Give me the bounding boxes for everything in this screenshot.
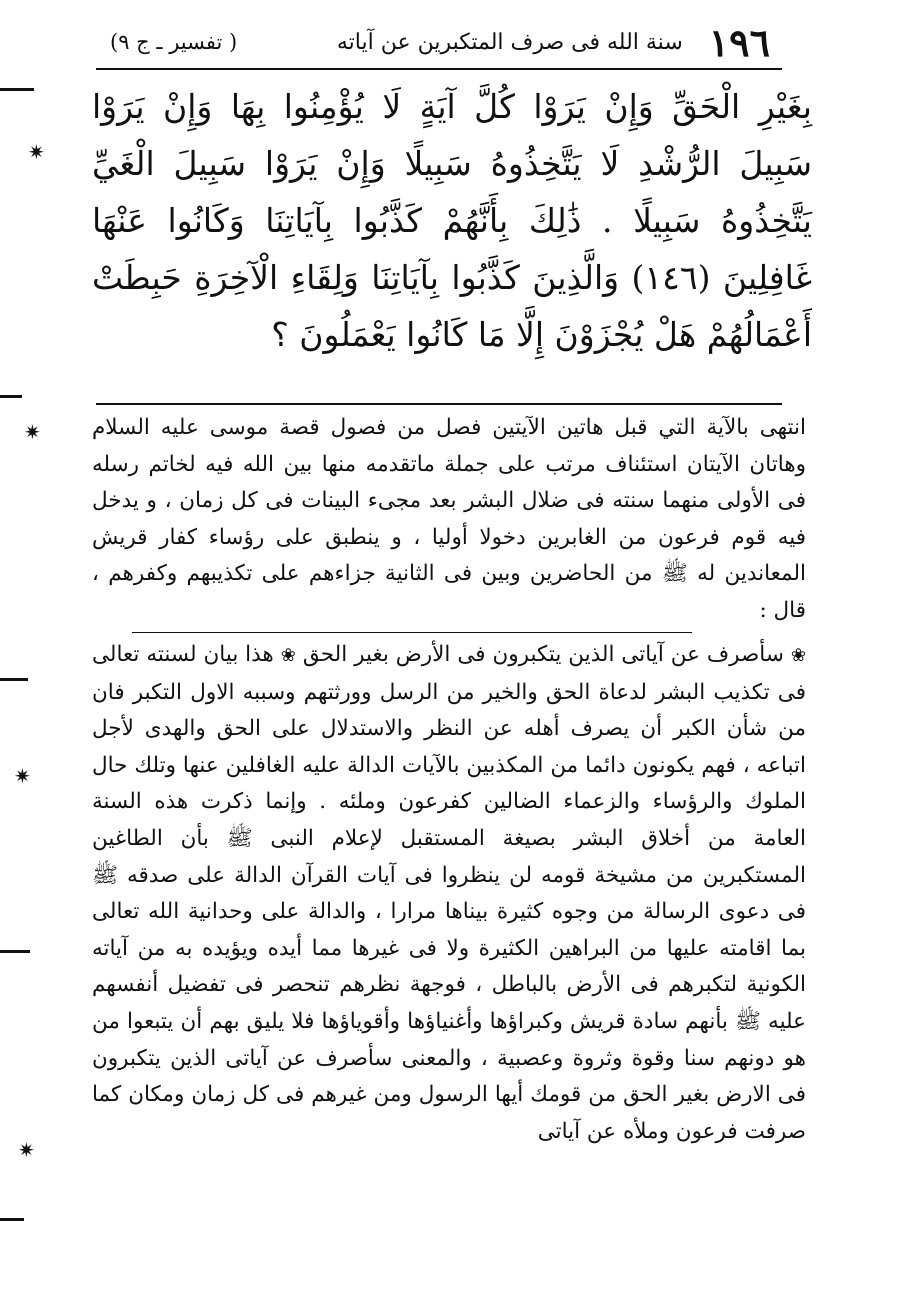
ornament-open-icon: ❀ (790, 645, 807, 667)
ink-blot-icon: ✷ (28, 140, 45, 164)
ink-blot-icon: ✷ (14, 764, 31, 788)
margin-mark (0, 678, 28, 681)
commentary-body: هذا بيان لسنته تعالى فى تكذيب البشر لدعاة الحق والخير من الرسل وورثتهم وسببه الاول التكبر فان من شأن الكبر أن يصرف أهله عن النظر والاستدلال على الحق والهدى لأجل اتباعه ، فهم يكونون دائما من المكذبين بالآيات الدالة عليه الغافلين عنها وتلك حال الملوك والرؤساء والزعماء الضالين كفرعون وملئه . وإنما ذكرت هذه السنة العامة من أخلاق البشر بصيغة المستقبل لإعلام النبى ﷺ بأن الطاغين المستكبرين من مشيخة قومه لن ينظروا فى آيات القرآن الدالة على صدقه ﷺ فى دعوى الرسالة من وجوه كثيرة بيناها مرارا ، والدالة على وحدانية الله تعالى بما اقامته عليها من البراهين الكثيرة ولا فى غيرها مما أيده ويؤيده به من آياته الكونية لتكبرهم فى الأرض بالباطل ، فوجهة نظرهم تنحصر فى تفضيل أنفسهم عليه ﷺ بأنهم سادة قريش وكبراؤها وأغنياؤها وأقوياؤها فلا يليق بهم أن يتبعوا من هو دونهم سنا وقوة وثروة وعصبية ، والمعنى سأصرف عن آياتى الذين يتكبرون فى الارض بغير الحق من قومك أيها الرسول ومن غيرهم فى كل زمان ومكان كما صرفت فرعون وملأه عن آياتى (92, 642, 806, 1144)
section-divider (132, 632, 692, 634)
margin-mark (0, 395, 22, 398)
ornament-close-icon: ❀ (280, 645, 296, 667)
margin-mark (0, 950, 30, 953)
verse-divider (96, 403, 782, 405)
ink-blot-icon: ✷ (24, 420, 41, 444)
margin-mark (0, 1218, 24, 1221)
ink-blot-icon: ✷ (18, 1138, 35, 1162)
quoted-verse: سأصرف عن آياتى الذين يتكبرون فى الأرض بغير الحق (302, 642, 784, 668)
commentary-body-paragraph (92, 637, 806, 1150)
running-title: سنة الله فى صرف المتكبرين عن آياته (336, 29, 683, 55)
commentary-intro: انتهى بالآية التي قبل هاتين الآيتين فصل من فصول قصة موسى عليه السلام وهاتان الآيتان استئناف مرتب على جملة ماتقدمه منها بين الله فيه لخاتم رسله فى الأولى منهما سنته فى ضلال البشر بعد مجىء البينات فى كل زمان ، و يدخل فيه قوم فرعون من الغابرين دخولا أوليا ، و ينطبق على رؤساء كفار قريش المعاندين له ﷺ من الحاضرين وبين فى الثانية جزاءهم على تكذيبهم وكفرهم ، قال : (92, 415, 806, 623)
margin-mark (0, 88, 34, 91)
commentary-block (92, 410, 806, 1150)
header-divider (96, 68, 782, 70)
page-header (110, 18, 770, 66)
page-number: ١٩٦ (708, 19, 770, 65)
running-source: ( تفسير ـ ج ٩) (110, 30, 238, 54)
quran-verse-block: بِغَيْرِ الْحَقِّ وَإِنْ يَرَوْا كُلَّ آيَةٍ لَا يُؤْمِنُوا بِهَا وَإِنْ يَرَوْا سَبِيلَ الرُّشْدِ لَا يَتَّخِذُوهُ سَبِيلًا وَإِنْ يَرَوْا سَبِيلَ الْغَيِّ يَتَّخِذُوهُ سَبِيلًا . ذَٰلِكَ بِأَنَّهُمْ كَذَّبُوا بِآيَاتِنَا وَكَانُوا عَنْهَا غَافِلِينَ (١٤٦) وَالَّذِينَ كَذَّبُوا بِآيَاتِنَا وَلِقَاءِ الْآخِرَةِ حَبِطَتْ أَعْمَالُهُمْ هَلْ يُجْزَوْنَ إِلَّا مَا كَانُوا يَعْمَلُونَ ؟ (92, 87, 812, 354)
